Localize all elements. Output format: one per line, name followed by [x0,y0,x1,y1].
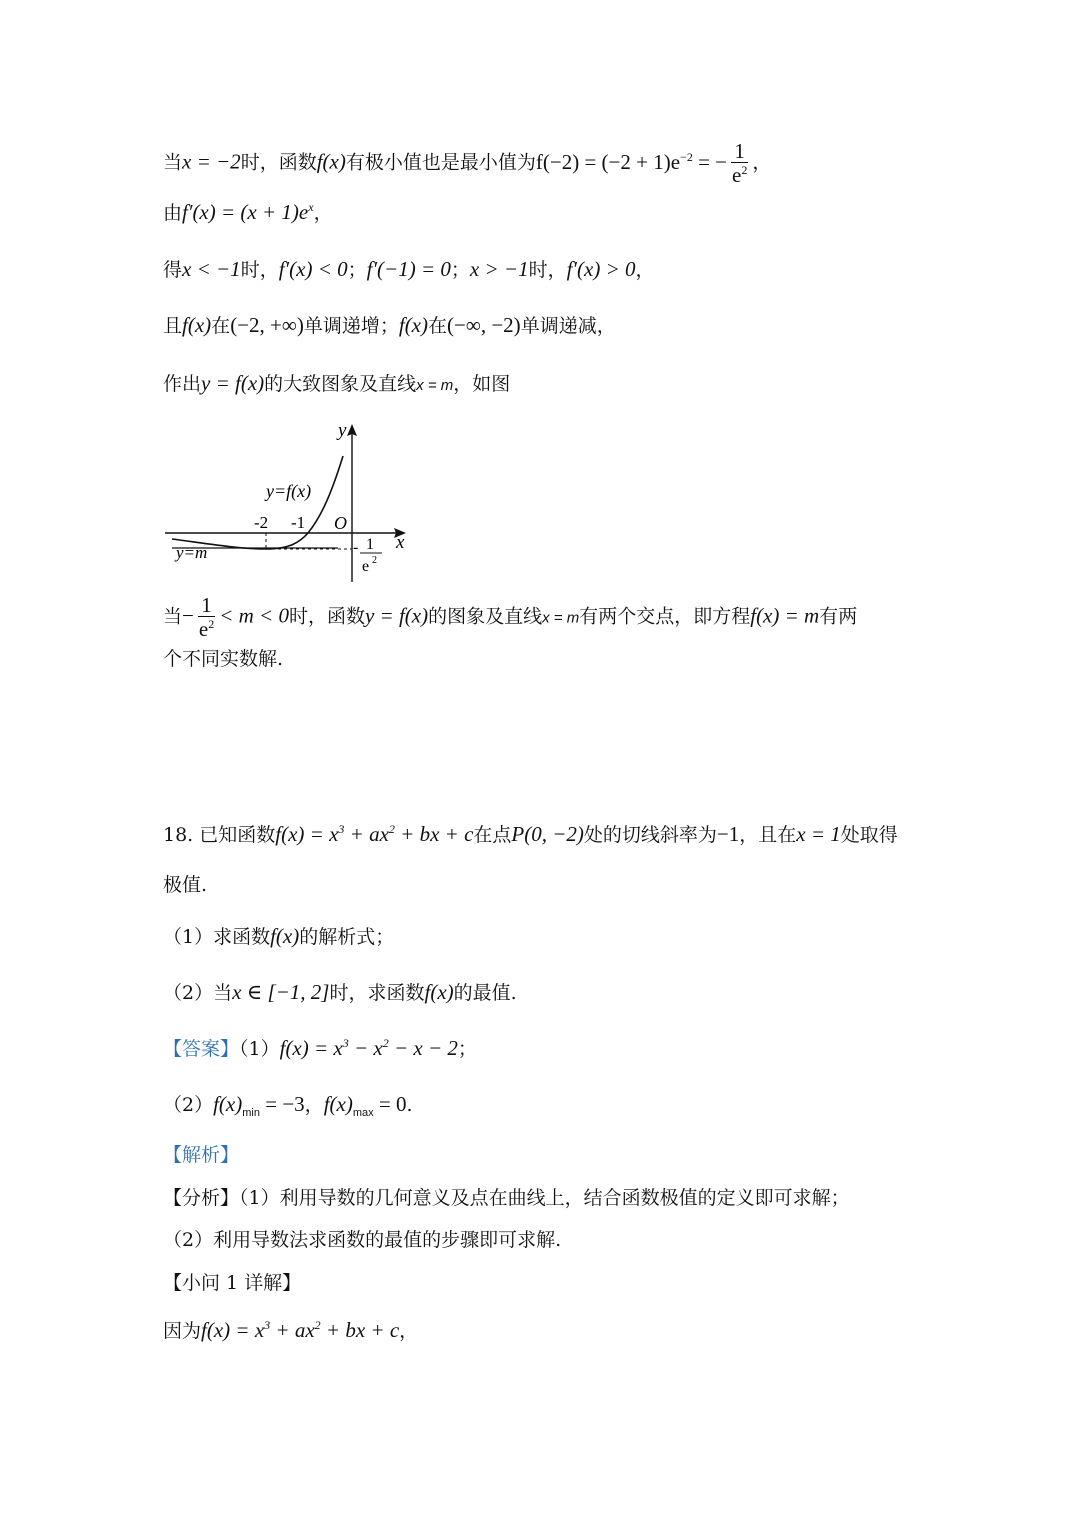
math: (−2, +∞) [230,313,304,337]
math: −1 [716,822,740,846]
fraction-exp: 2 [372,555,377,566]
text: 有两个交点，即方程 [579,605,751,628]
text-line-graph-intro [163,371,510,396]
text: （2）利用导数法求函数的最值的步骤即可求解. [163,1229,562,1251]
math: x = 1 [796,822,841,846]
math: f′(−1) = 0 [366,257,451,281]
text: ； [457,1038,477,1060]
text: 由 [163,202,183,224]
tick-label-neg1: -1 [291,513,306,532]
math: f′(x) > 0 [566,257,636,281]
text: 在 [428,315,448,337]
math: x = m [416,377,454,394]
sub-question-2 [163,980,517,1005]
text: 在 [211,315,231,337]
math: f′(x) < 0 [278,257,348,281]
question-18-cont [163,874,207,897]
math: f(x) [424,980,454,1004]
math: x = m [542,609,580,627]
text: 且 [163,315,183,337]
text: 18. 已知函数 [163,824,276,846]
x-axis-label: x [396,532,405,553]
math: y = f(x) [201,371,265,395]
text-line-min-value [163,140,771,187]
text: 的大致图象及直线 [264,373,417,395]
curve-fx [172,456,343,549]
function-graph [160,418,420,586]
math: = 0 [373,1092,407,1116]
math: f(x) [316,149,346,174]
math: f(x) [213,1092,243,1116]
text-line-sign-analysis [163,257,655,282]
question-18 [163,822,898,847]
math: (−∞, −2) [447,313,521,337]
text: 因为 [163,1320,202,1342]
math: x > −1 [469,257,529,281]
math: $f(x) = x^3 + ax^2$ + bx + c [275,822,474,846]
text: 当 [163,605,183,628]
text: ， [752,151,772,174]
text: 【分析】（1）利用导数的几何意义及点在曲线上，结合函数极值的定义即可求解； [163,1187,850,1209]
subscript-min: min [242,1106,260,1119]
math: < m < 0 [219,603,289,628]
text: 处的切线斜率为 [583,824,717,846]
answer-2 [163,1092,413,1117]
text: 得 [163,259,183,281]
text: 单调递减， [520,315,616,337]
text: ， [304,1094,324,1116]
analysis-1 [163,1187,850,1210]
math: = −3 [259,1092,305,1116]
text: （2） [163,1094,214,1116]
text: 的解析式； [299,926,395,948]
curve-label: y=f(x) [266,481,312,501]
sub-question-1-heading [163,1272,301,1295]
math: $f(-2) = (-2 + 1)e^{-2}$ = − [535,149,728,174]
text: （1） [239,1038,280,1060]
text: （2）当 [163,982,233,1004]
math: f(x) [270,924,300,948]
text: ， [399,1320,419,1342]
math: $f(x) = x^3 - x^2 - x - 2$ [279,1036,458,1060]
text-line-conclusion-cont [163,648,283,671]
math: x ∈ [−1, 2] [232,980,330,1004]
text-line-derivative [163,200,333,225]
text: 的图象及直线 [428,605,543,628]
text: ，且在 [739,824,797,846]
text: ， [635,259,655,281]
text: 极值. [163,874,208,896]
neg-sign: - [353,539,359,556]
text: 时，函数 [240,151,317,174]
origin-label: O [334,513,347,533]
text: 处取得 [840,824,898,846]
math: x = −2 [182,149,241,174]
text: ； [450,259,470,281]
fraction: $\frac{1}{e^2}$ [732,139,748,188]
text: 在点 [473,824,512,846]
text: 有极小值也是最小值为 [345,151,536,174]
tick-label-neg2: -2 [254,513,269,532]
fraction-den: e [362,558,370,575]
text: 时， [240,259,279,281]
subscript-max: max [352,1106,374,1119]
fraction-num: 1 [366,536,374,553]
answer-label: 【答案】 [163,1038,240,1060]
text: ，如图 [453,373,511,395]
math: − [182,603,194,628]
text: . [406,1094,413,1116]
y-axis-label: y [338,420,347,441]
sub-question-1 [163,924,394,949]
math: y = f(x) [364,603,429,628]
math: x < −1 [182,257,241,281]
line-label: y=m [176,543,208,562]
text-line-monotonicity [163,313,616,338]
text: 时，求函数 [329,982,425,1004]
text: 有两 [819,605,858,628]
text: 个不同实数解. [163,648,284,670]
text-line-conclusion [163,594,857,641]
math: f(x) [323,1092,353,1116]
math: f(x) [182,313,212,337]
text: 【解析】 [163,1144,240,1166]
answer-1 [163,1036,477,1061]
math: $f(x) = x^3 + ax^2$ + bx + c [201,1318,400,1342]
math: $f'(x) = (x + 1)e^x$ [182,200,314,224]
text: ； [347,259,367,281]
math: f(x) = m [750,603,820,628]
text: 的最值. [453,982,517,1004]
text: 时， [528,259,567,281]
text: ， [313,202,333,224]
fraction: $\frac{1}{e^2}$ [198,593,215,642]
math: f(x) [398,313,429,337]
text: 作出 [163,373,202,395]
text: （1）求函数 [163,926,271,948]
text: 【小问 1 详解】 [163,1272,302,1294]
text: 当 [163,151,183,174]
solution-line-1 [163,1318,418,1343]
jiexi-label [163,1144,239,1167]
math: P(0, −2) [511,822,584,846]
text: 单调递增； [303,315,399,337]
text: 时，函数 [288,605,365,628]
analysis-2 [163,1229,561,1252]
